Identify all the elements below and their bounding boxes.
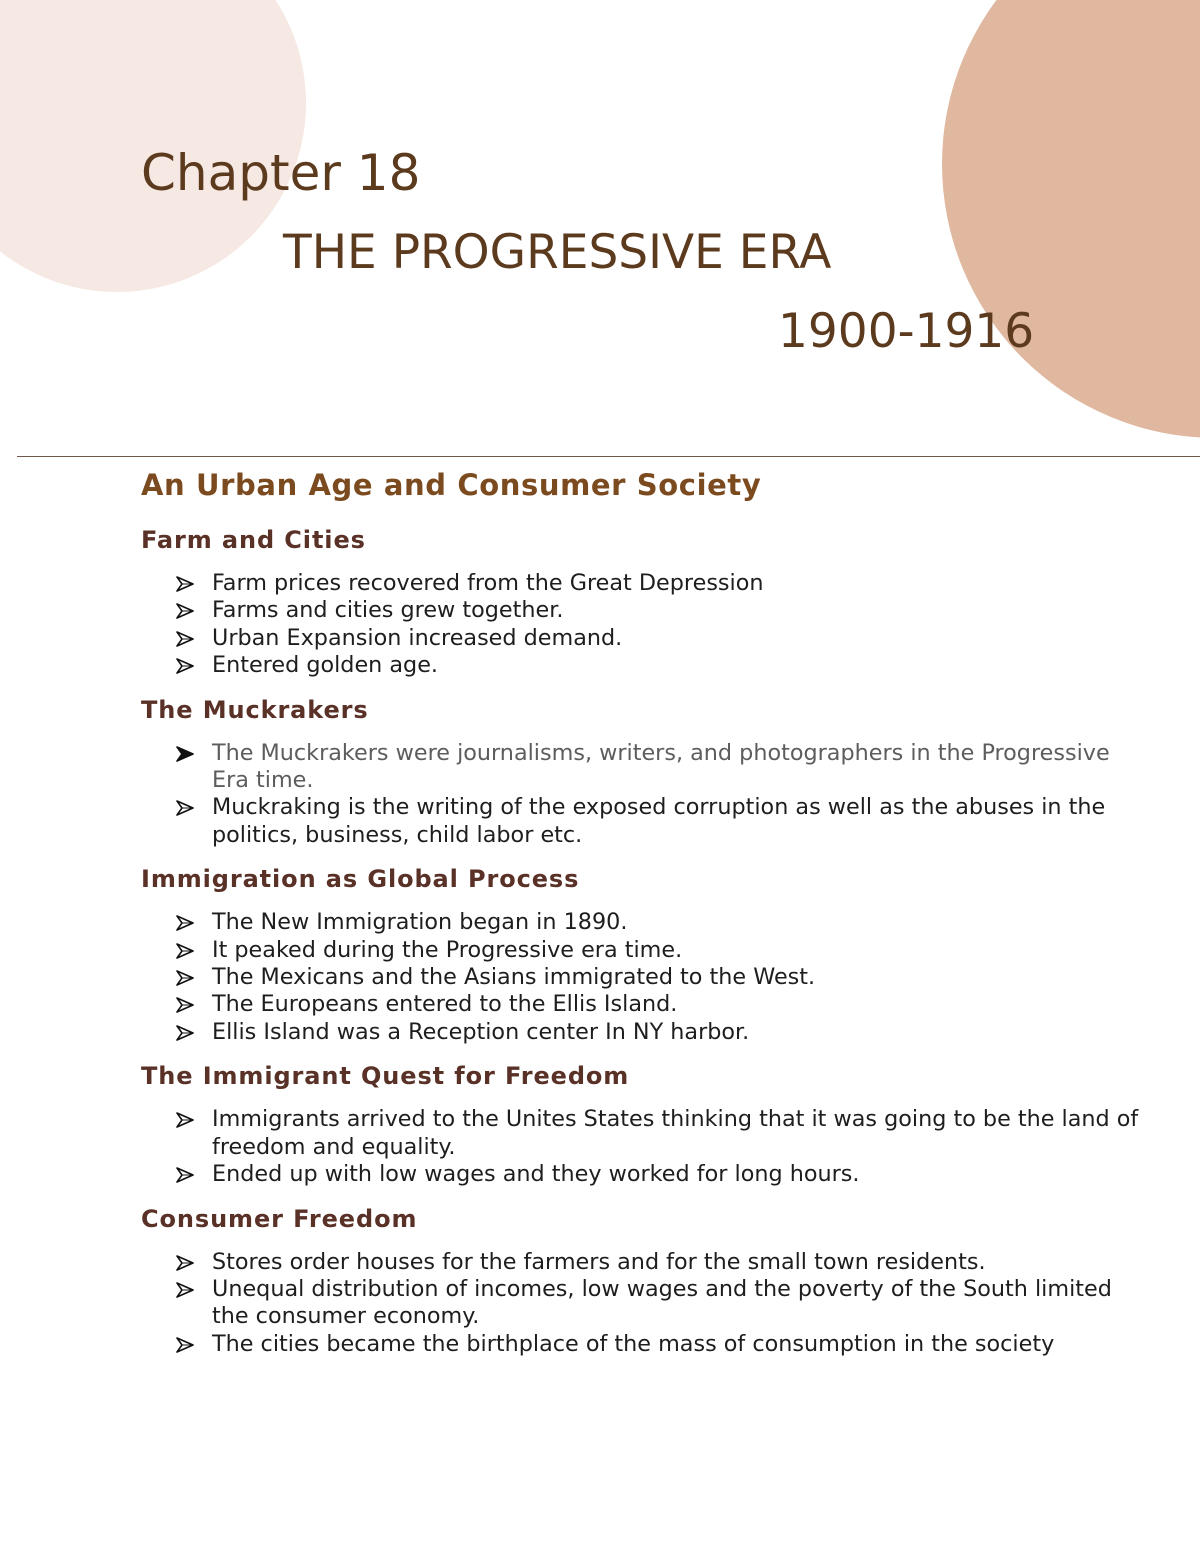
list-item bbox=[212, 1249, 1151, 1276]
list-item bbox=[212, 991, 1151, 1018]
document-body bbox=[141, 466, 1151, 1368]
list-item-text: Muckraking is the writing of the exposed corruption as well as the abuses in the politics, business, child labor etc. bbox=[212, 794, 1106, 848]
list-item bbox=[212, 794, 1151, 849]
arrowhead-bullet-icon bbox=[176, 991, 196, 1018]
arrowhead-bullet-icon bbox=[176, 625, 196, 652]
list-item-text: Ellis Island was a Reception center In NY harbor. bbox=[212, 1018, 750, 1045]
section-heading: Consumer Freedom bbox=[141, 1204, 418, 1233]
list-item bbox=[212, 625, 1151, 652]
bullet-list bbox=[141, 570, 1151, 680]
section-consumer-freedom bbox=[141, 1199, 1151, 1359]
list-item bbox=[212, 597, 1151, 624]
arrowhead-bullet-icon bbox=[176, 740, 196, 767]
list-item-text: It peaked during the Progressive era time. bbox=[212, 936, 683, 963]
section-heading: The Muckrakers bbox=[141, 695, 369, 724]
list-item bbox=[212, 740, 1151, 795]
list-item-text: The Europeans entered to the Ellis Island. bbox=[212, 991, 678, 1018]
bullet-list bbox=[141, 740, 1151, 850]
list-item-text: Farms and cities grew together. bbox=[212, 597, 564, 624]
list-item bbox=[212, 1161, 1151, 1188]
section-muckrakers bbox=[141, 690, 1151, 850]
arrowhead-bullet-icon bbox=[176, 1249, 196, 1276]
chapter-title: Chapter 18 bbox=[141, 144, 421, 202]
arrowhead-bullet-icon bbox=[176, 794, 196, 821]
arrowhead-bullet-icon bbox=[176, 1106, 196, 1133]
arrowhead-bullet-icon bbox=[176, 1161, 196, 1188]
list-item-text: Immigrants arrived to the Unites States thinking that it was going to be the land of freedom and equality. bbox=[212, 1106, 1139, 1160]
list-item-text: The Muckrakers were journalisms, writers, and photographers in the Progressive Era time. bbox=[212, 739, 1110, 794]
bullet-list bbox=[141, 1106, 1151, 1188]
list-item bbox=[212, 1276, 1151, 1331]
list-item bbox=[212, 937, 1151, 964]
arrowhead-bullet-icon bbox=[176, 1331, 196, 1358]
list-item bbox=[212, 570, 1151, 597]
list-item bbox=[212, 1331, 1151, 1358]
list-item-text: Stores order houses for the farmers and for the small town residents. bbox=[212, 1248, 986, 1275]
horizontal-divider bbox=[17, 456, 1200, 457]
list-item-text: The cities became the birthplace of the mass of consumption in the society bbox=[212, 1330, 1055, 1357]
bullet-list bbox=[141, 909, 1151, 1046]
list-item-text: Urban Expansion increased demand. bbox=[212, 624, 623, 651]
bullet-list bbox=[141, 1249, 1151, 1359]
list-item-text: Entered golden age. bbox=[212, 652, 439, 679]
list-item-text: The Mexicans and the Asians immigrated to the West. bbox=[212, 964, 816, 991]
arrowhead-bullet-icon bbox=[176, 1019, 196, 1046]
arrowhead-bullet-icon bbox=[176, 570, 196, 597]
arrowhead-bullet-icon bbox=[176, 937, 196, 964]
title-block bbox=[0, 0, 1200, 460]
section-heading: The Immigrant Quest for Freedom bbox=[141, 1062, 630, 1091]
section-farm-and-cities bbox=[141, 520, 1151, 680]
section-immigration-global-process bbox=[141, 859, 1151, 1046]
list-item-text: Unequal distribution of incomes, low wages and the poverty of the South limited the consumer economy. bbox=[212, 1275, 1112, 1330]
era-years: 1900-1916 bbox=[778, 304, 1035, 359]
arrowhead-bullet-icon bbox=[176, 1276, 196, 1303]
arrowhead-bullet-icon bbox=[176, 652, 196, 679]
list-item-text: Farm prices recovered from the Great Depression bbox=[212, 570, 764, 596]
list-item-text: Ended up with low wages and they worked for long hours. bbox=[212, 1161, 860, 1188]
arrowhead-bullet-icon bbox=[176, 909, 196, 936]
list-item bbox=[212, 909, 1151, 936]
list-item bbox=[212, 652, 1151, 679]
section-immigrant-quest-freedom bbox=[141, 1056, 1151, 1188]
list-item-text: The New Immigration began in 1890. bbox=[212, 909, 628, 936]
list-item bbox=[212, 1106, 1151, 1161]
era-title: THE PROGRESSIVE ERA bbox=[283, 225, 832, 280]
section-heading: Immigration as Global Process bbox=[141, 865, 580, 894]
section-heading: Farm and Cities bbox=[141, 526, 366, 554]
list-item bbox=[212, 964, 1151, 991]
arrowhead-bullet-icon bbox=[176, 597, 196, 624]
main-heading: An Urban Age and Consumer Society bbox=[141, 468, 762, 502]
arrowhead-bullet-icon bbox=[176, 964, 196, 991]
list-item bbox=[212, 1019, 1151, 1046]
